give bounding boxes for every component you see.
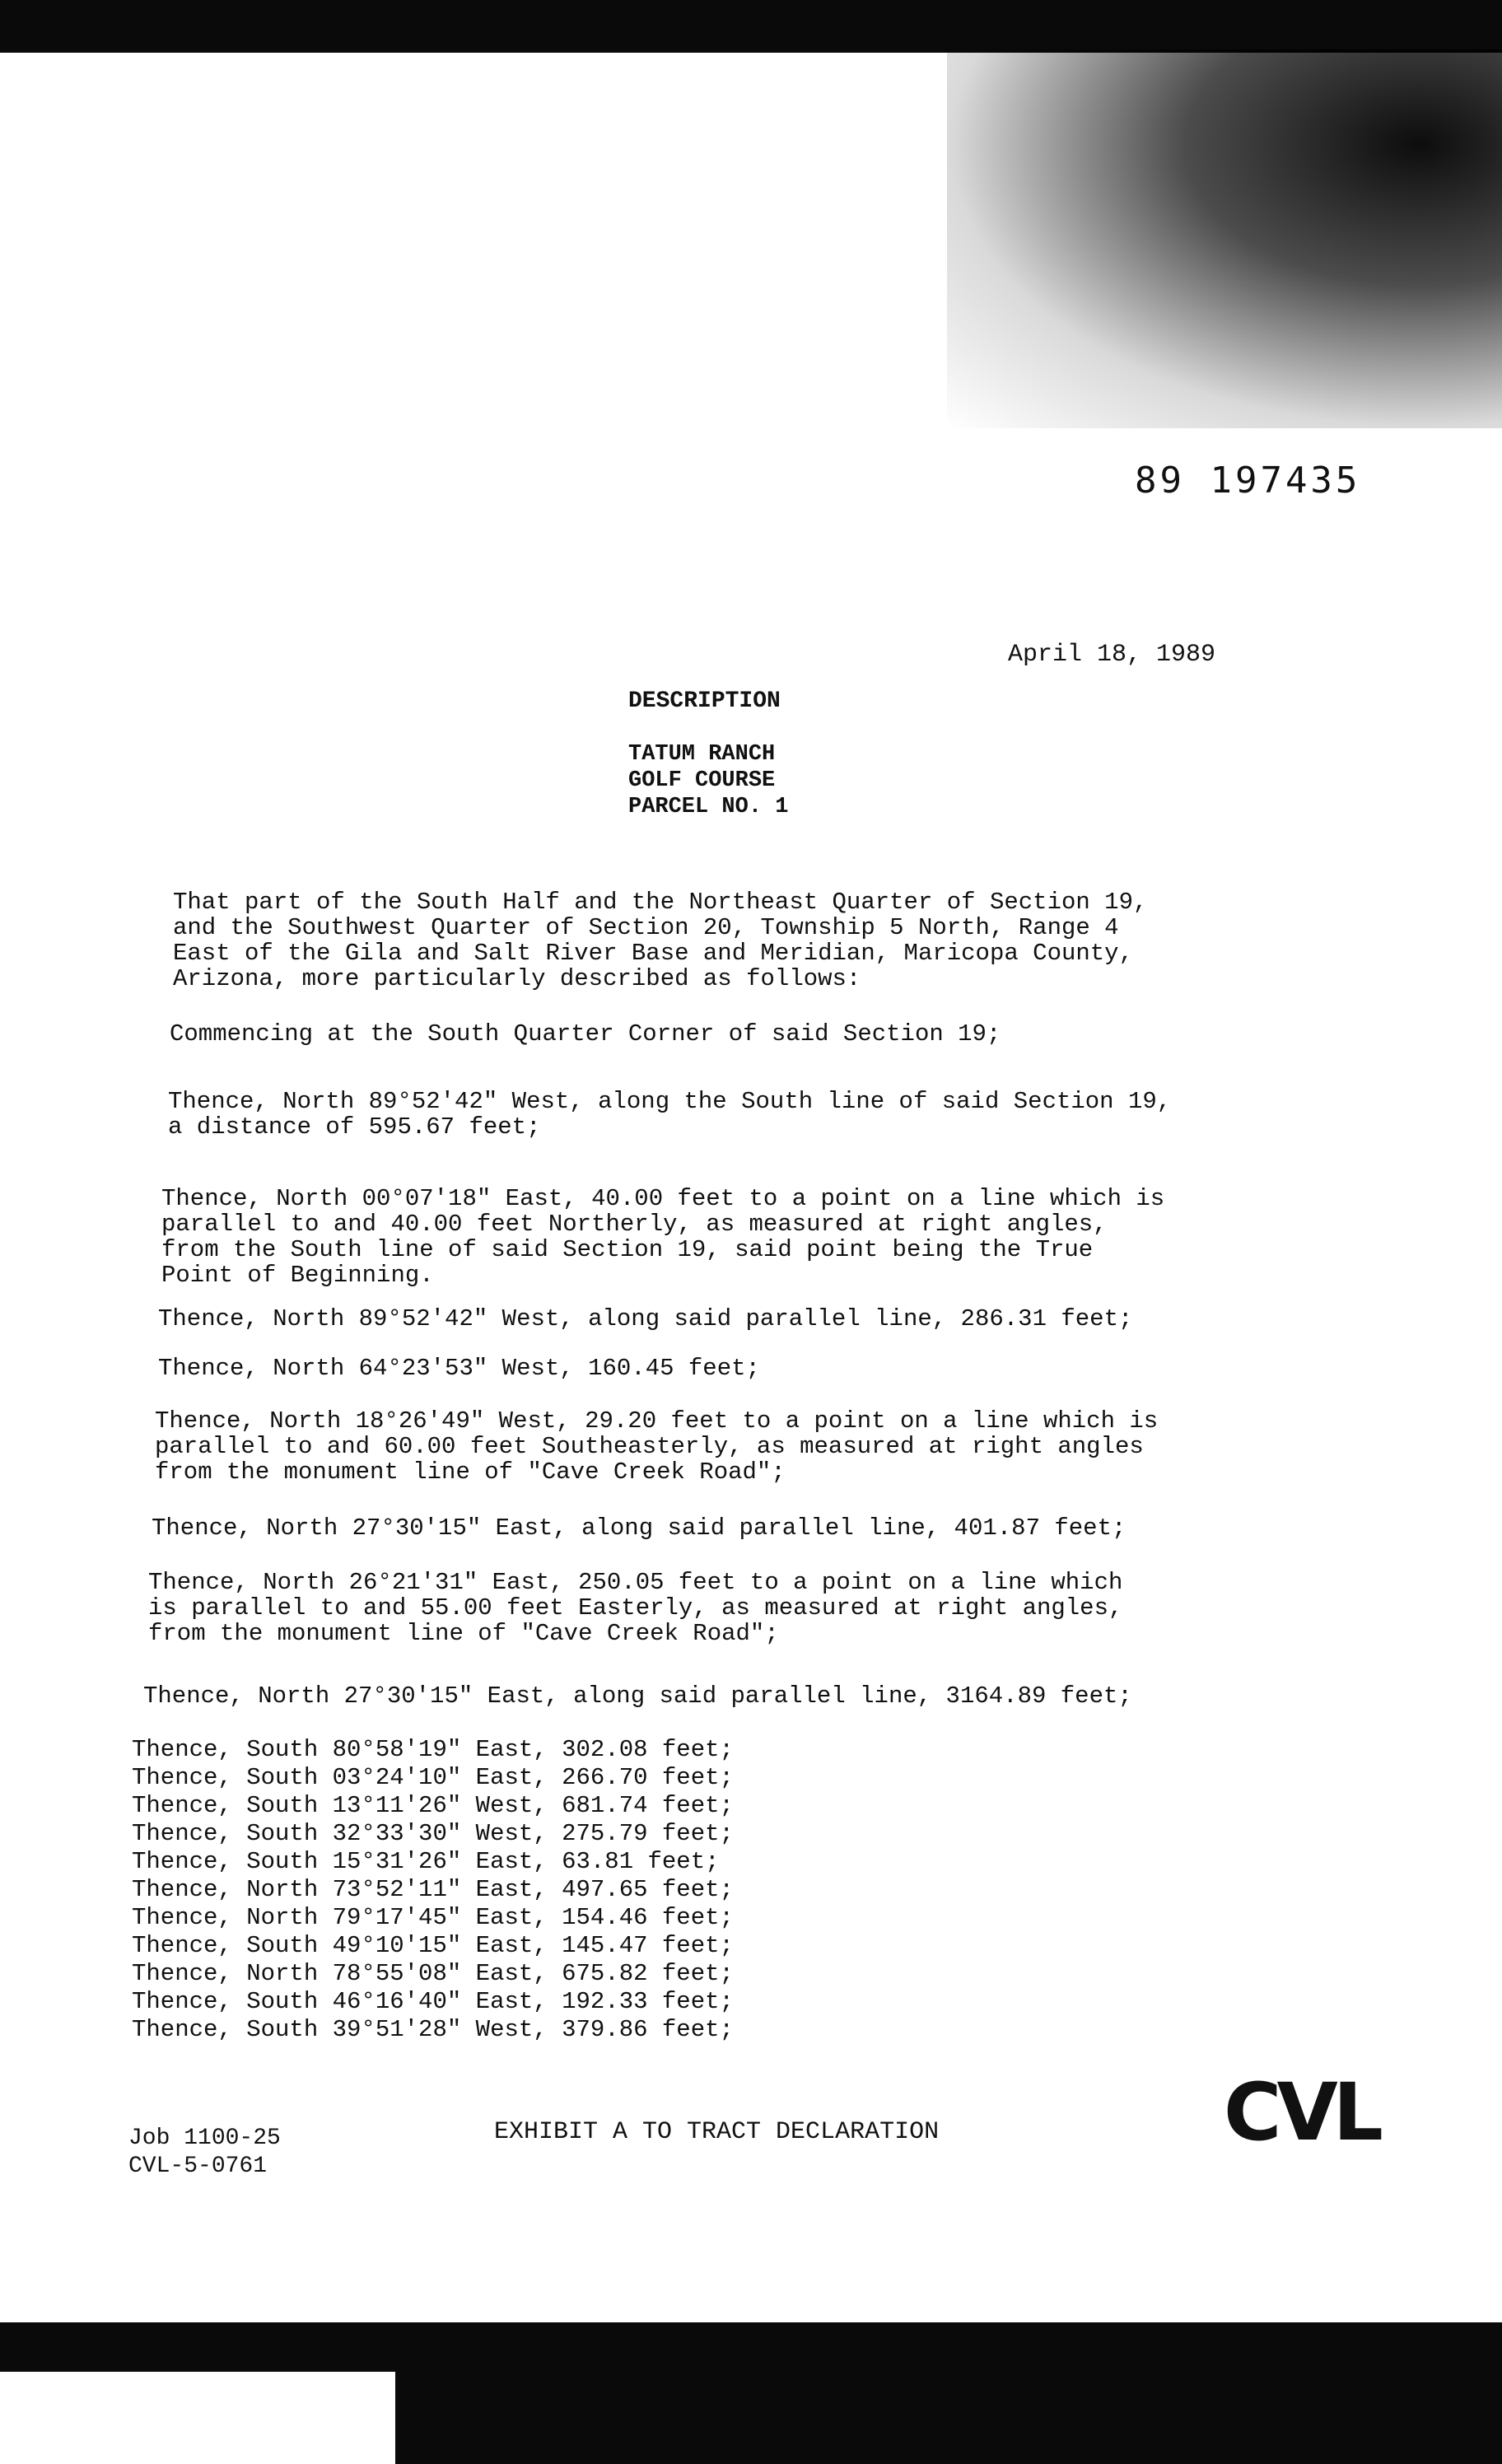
list-item: Thence, North 78°55'08" East, 675.82 feet; <box>132 1960 734 1987</box>
paragraph-course-2: Thence, North 00°07'18" East, 40.00 feet to a point on a line which is parallel to and 40.00 feet Northerly, as measured at right angles, from the South line of said Section 19, said point being the True Point of Beginning. <box>161 1185 1165 1289</box>
list-item: Thence, South 46°16'40" East, 192.33 feet; <box>132 1988 734 2015</box>
course-list <box>132 1736 734 2044</box>
document-number: 89 197435 <box>1135 460 1361 502</box>
document-date: April 18, 1989 <box>1008 641 1216 669</box>
list-item: Thence, North 73°52'11" East, 497.65 feet; <box>132 1876 734 1903</box>
subtitle-line-2: GOLF COURSE <box>628 768 776 793</box>
list-item: Thence, South 39°51'28" West, 379.86 feet; <box>132 2016 734 2043</box>
document-code: CVL-5-0761 <box>128 2154 268 2179</box>
paragraph-commencing: Commencing at the South Quarter Corner of said Section 19; <box>170 1020 1001 1048</box>
job-number: Job 1100-25 <box>128 2126 281 2151</box>
list-item: Thence, South 15°31'26" East, 63.81 feet; <box>132 1848 720 1875</box>
paragraph-course-4: Thence, North 64°23'53" West, 160.45 feet; <box>158 1355 760 1382</box>
subtitle-line-1: TATUM RANCH <box>628 742 776 767</box>
logo-text: CVL <box>1224 2074 1378 2156</box>
paragraph-course-3: Thence, North 89°52'42" West, along said parallel line, 286.31 feet; <box>158 1305 1133 1332</box>
list-item: Thence, South 80°58'19" East, 302.08 feet; <box>132 1736 734 1763</box>
exhibit-label: EXHIBIT A TO TRACT DECLARATION <box>494 2118 940 2146</box>
paragraph-course-1: Thence, North 89°52'42" West, along the South line of said Section 19, a distance of 595.67 feet; <box>168 1088 1172 1141</box>
paragraph-course-6: Thence, North 27°30'15" East, along said parallel line, 401.87 feet; <box>152 1514 1126 1542</box>
list-item: Thence, South 03°24'10" East, 266.70 feet; <box>132 1764 734 1791</box>
paragraph-course-5: Thence, North 18°26'49" West, 29.20 feet to a point on a line which is parallel to and 60.00 feet Southeasterly, as measured at right angles from the monument line of "Cave Creek Road"; <box>155 1407 1159 1486</box>
scan-noise-area <box>947 49 1502 428</box>
footer-job-block <box>128 2125 281 2181</box>
page-title: DESCRIPTION <box>628 688 781 714</box>
list-item: Thence, South 32°33'30" West, 275.79 feet; <box>132 1820 734 1847</box>
paragraph-course-8: Thence, North 27°30'15" East, along said parallel line, 3164.89 feet; <box>143 1682 1132 1710</box>
paragraph-intro: That part of the South Half and the Northeast Quarter of Section 19, and the Southwest Quarter of Section 20, Township 5 North, Range 4 East of the Gila and Salt River Base and Meridian, Maricopa County, Arizona, more particularly described as follows: <box>173 889 1148 992</box>
subtitle-line-3: PARCEL NO. 1 <box>628 795 789 819</box>
scan-bottom-blank <box>0 2372 395 2464</box>
paragraph-course-7: Thence, North 26°21'31" East, 250.05 feet to a point on a line which is parallel to and 55.00 feet Easterly, as measured at right angles, from the monument line of "Cave Creek Road"; <box>148 1569 1123 1647</box>
list-item: Thence, South 13°11'26" West, 681.74 feet; <box>132 1792 734 1819</box>
list-item: Thence, South 49°10'15" East, 145.47 feet; <box>132 1932 734 1959</box>
scan-top-border <box>0 0 1502 53</box>
list-item: Thence, North 79°17'45" East, 154.46 feet; <box>132 1904 734 1931</box>
cvl-logo <box>1219 2074 1383 2156</box>
